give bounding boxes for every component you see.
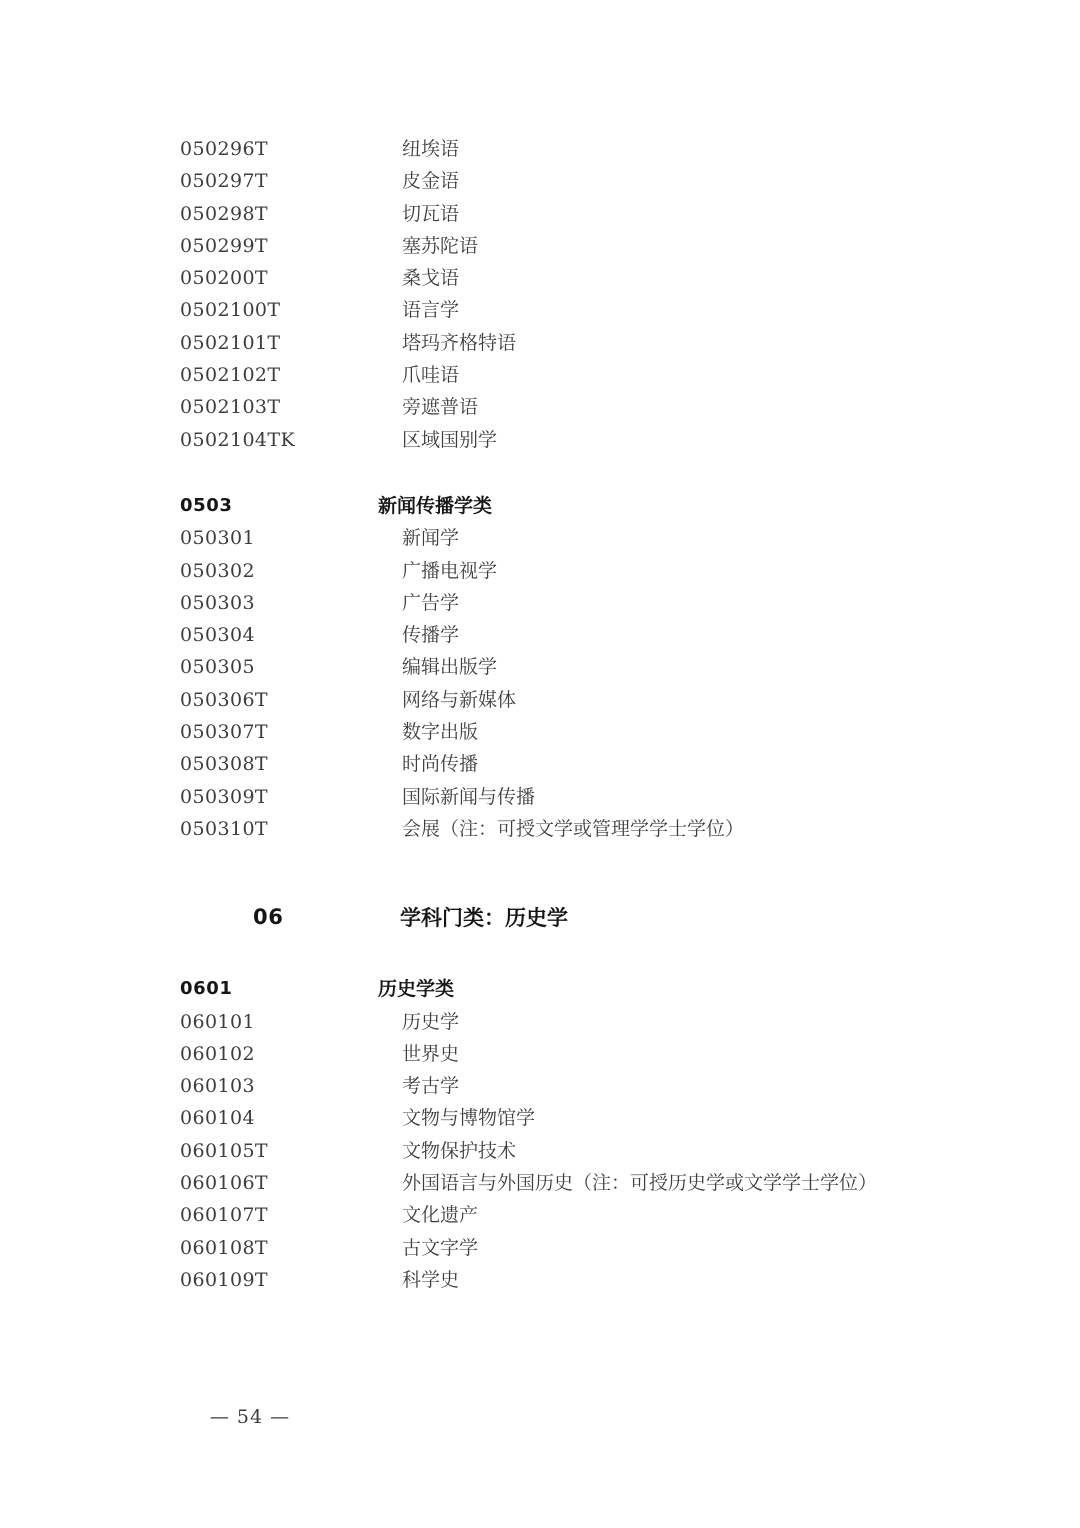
major-code: 060102 bbox=[180, 1042, 255, 1065]
page-content bbox=[0, 133, 1080, 1296]
major-code: 050310T bbox=[180, 817, 269, 840]
major-row bbox=[0, 684, 1080, 716]
major-code: 060101 bbox=[180, 1010, 255, 1033]
category-header-row bbox=[0, 490, 1080, 522]
major-code: 050307T bbox=[180, 721, 269, 744]
major-name: 旁遮普语 bbox=[402, 396, 479, 419]
major-code: 060107T bbox=[180, 1204, 269, 1227]
major-row bbox=[0, 327, 1080, 359]
major-name: 历史学 bbox=[402, 1010, 460, 1033]
major-code: 060106T bbox=[180, 1172, 269, 1195]
major-row bbox=[0, 1070, 1080, 1102]
major-row bbox=[0, 716, 1080, 748]
major-code: 050306T bbox=[180, 688, 269, 711]
major-name: 时尚传播 bbox=[402, 753, 479, 776]
major-code: 0502103T bbox=[180, 396, 281, 419]
category-name: 新闻传播学类 bbox=[378, 494, 493, 517]
major-code: 050304 bbox=[180, 624, 255, 647]
major-name: 纽埃语 bbox=[402, 138, 460, 160]
category-code: 0601 bbox=[180, 978, 233, 1000]
category-header-row bbox=[0, 973, 1080, 1005]
category-name: 历史学类 bbox=[378, 978, 455, 1001]
major-name: 新闻学 bbox=[402, 527, 460, 550]
major-code: 050302 bbox=[180, 559, 255, 582]
major-name: 塔玛齐格特语 bbox=[402, 331, 517, 354]
major-code: 0502102T bbox=[180, 364, 281, 387]
major-row bbox=[0, 1038, 1080, 1070]
major-row bbox=[0, 651, 1080, 683]
major-row bbox=[0, 522, 1080, 554]
category-code: 0503 bbox=[180, 494, 233, 516]
division-heading bbox=[0, 897, 1080, 937]
major-name: 数字出版 bbox=[402, 721, 479, 744]
division-code: 06 bbox=[253, 905, 284, 930]
major-name: 考古学 bbox=[402, 1075, 460, 1098]
major-row bbox=[0, 1006, 1080, 1038]
major-row bbox=[0, 555, 1080, 587]
major-name: 广播电视学 bbox=[402, 559, 498, 582]
section-languages bbox=[0, 133, 1080, 456]
major-name: 传播学 bbox=[402, 624, 460, 647]
major-name: 广告学 bbox=[402, 591, 460, 614]
major-name: 切瓦语 bbox=[402, 202, 460, 225]
major-row bbox=[0, 198, 1080, 230]
page-number: — 54 — bbox=[209, 1406, 291, 1428]
major-code: 050301 bbox=[180, 527, 255, 550]
major-row bbox=[0, 359, 1080, 391]
major-row bbox=[0, 262, 1080, 294]
major-row bbox=[0, 424, 1080, 456]
major-code: 050299T bbox=[180, 234, 269, 257]
major-row bbox=[0, 294, 1080, 326]
major-code: 060105T bbox=[180, 1139, 269, 1162]
major-code: 050308T bbox=[180, 753, 269, 776]
major-name: 网络与新媒体 bbox=[402, 688, 517, 711]
major-name: 文物保护技术 bbox=[402, 1139, 517, 1162]
major-name: 塞苏陀语 bbox=[402, 234, 479, 257]
major-row bbox=[0, 230, 1080, 262]
major-code: 060108T bbox=[180, 1236, 269, 1259]
major-code: 050305 bbox=[180, 656, 255, 679]
major-name: 外国语言与外国历史（注：可授历史学或文学学士学位） bbox=[402, 1172, 878, 1195]
major-code: 050200T bbox=[180, 267, 269, 290]
major-name: 科学史 bbox=[402, 1268, 460, 1291]
major-row bbox=[0, 781, 1080, 813]
major-row bbox=[0, 1135, 1080, 1167]
major-code: 060104 bbox=[180, 1107, 255, 1130]
major-code: 050297T bbox=[180, 170, 269, 193]
major-row bbox=[0, 1264, 1080, 1296]
major-row bbox=[0, 1102, 1080, 1134]
major-name: 编辑出版学 bbox=[402, 656, 498, 679]
major-name: 爪哇语 bbox=[402, 364, 460, 387]
major-row bbox=[0, 1167, 1080, 1199]
major-code: 050296T bbox=[180, 138, 269, 160]
major-code: 050309T bbox=[180, 785, 269, 808]
major-code: 050298T bbox=[180, 202, 269, 225]
major-row bbox=[0, 813, 1080, 845]
major-code: 060109T bbox=[180, 1268, 269, 1291]
major-row bbox=[0, 133, 1080, 165]
major-name: 语言学 bbox=[402, 299, 460, 322]
major-row bbox=[0, 619, 1080, 651]
major-row bbox=[0, 587, 1080, 619]
major-name: 文化遗产 bbox=[402, 1204, 479, 1227]
major-code: 0502101T bbox=[180, 331, 281, 354]
major-name: 区域国别学 bbox=[402, 428, 498, 451]
major-name: 桑戈语 bbox=[402, 267, 460, 290]
major-code: 0502100T bbox=[180, 299, 281, 322]
major-row bbox=[0, 1232, 1080, 1264]
major-code: 060103 bbox=[180, 1075, 255, 1098]
major-name: 国际新闻与传播 bbox=[402, 785, 536, 808]
major-code: 0502104TK bbox=[180, 428, 296, 451]
major-row bbox=[0, 165, 1080, 197]
section-journalism bbox=[0, 490, 1080, 845]
major-name: 世界史 bbox=[402, 1042, 460, 1065]
major-name: 文物与博物馆学 bbox=[402, 1107, 536, 1130]
major-code: 050303 bbox=[180, 591, 255, 614]
major-name: 古文字学 bbox=[402, 1236, 479, 1259]
major-name: 会展（注：可授文学或管理学学士学位） bbox=[402, 817, 745, 840]
major-name: 皮金语 bbox=[402, 170, 460, 193]
major-row bbox=[0, 391, 1080, 423]
major-row bbox=[0, 748, 1080, 780]
division-title: 学科门类：历史学 bbox=[400, 906, 568, 931]
major-row bbox=[0, 1199, 1080, 1231]
section-history bbox=[0, 973, 1080, 1296]
